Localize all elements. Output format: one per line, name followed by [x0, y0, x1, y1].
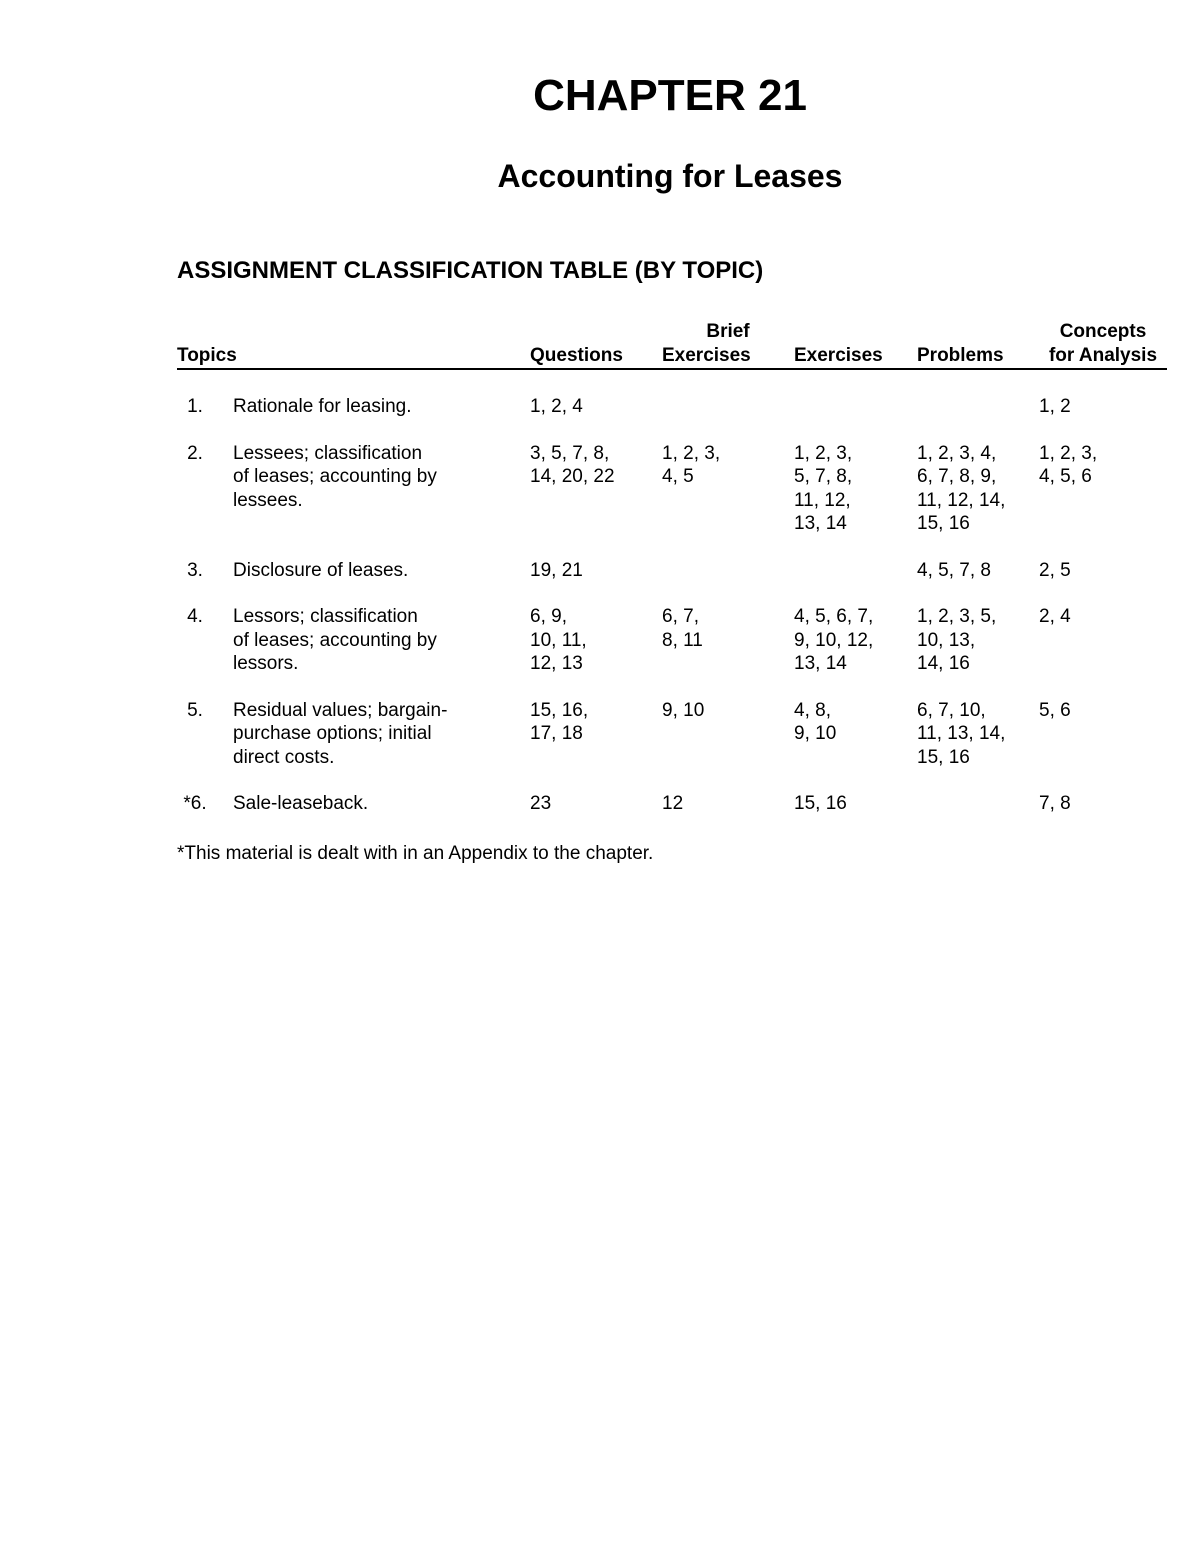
- brief-exercises-cell: 9, 10: [662, 699, 705, 721]
- header-concepts-line2: for Analysis: [1048, 344, 1158, 366]
- brief-exercises-cell: [662, 536, 794, 583]
- chapter-title: CHAPTER 21: [533, 71, 807, 120]
- problems-cell: 1, 2, 3, 4, 6, 7, 8, 9, 11, 12, 14, 15, 16: [917, 442, 1006, 534]
- topic-number: 1.: [187, 396, 203, 417]
- topic-text: Residual values; bargain- purchase options; initial direct costs.: [233, 699, 448, 768]
- problems-cell: 6, 7, 10, 11, 13, 14, 15, 16: [917, 699, 1006, 768]
- table-row: [177, 676, 1167, 770]
- topic-text: Disclosure of leases.: [233, 559, 409, 581]
- problems-cell: [917, 769, 1039, 816]
- table-row: [177, 582, 1167, 676]
- concepts-cell: 1, 2: [1039, 396, 1071, 417]
- brief-exercises-cell: 12: [662, 793, 684, 814]
- questions-cell: 1, 2, 4: [530, 396, 583, 417]
- header-concepts-line1: Concepts: [1059, 321, 1147, 342]
- header-questions: Questions: [530, 320, 662, 369]
- table-row: [177, 369, 1167, 419]
- questions-cell: 6, 9, 10, 11, 12, 13: [530, 606, 587, 674]
- header-exercises: Exercises: [794, 320, 917, 369]
- concepts-cell: 5, 6: [1039, 699, 1071, 721]
- topic-text: Sale-leaseback.: [233, 793, 369, 814]
- concepts-cell: 1, 2, 3, 4, 5, 6: [1039, 442, 1098, 487]
- exercises-cell: [794, 369, 917, 419]
- concepts-cell: 7, 8: [1039, 793, 1071, 814]
- brief-exercises-cell: 6, 7, 8, 11: [662, 606, 703, 651]
- topic-text: Lessors; classification of leases; accounting by lessors.: [233, 606, 437, 674]
- topic-text: Lessees; classification of leases; accounting by lessees.: [233, 442, 437, 511]
- questions-cell: 19, 21: [530, 559, 583, 581]
- section-title: ASSIGNMENT CLASSIFICATION TABLE (BY TOPIC): [177, 257, 764, 284]
- header-brief-exercises-line1: Brief: [706, 321, 750, 342]
- problems-cell: 4, 5, 7, 8: [917, 559, 991, 581]
- topic-number: *6.: [183, 793, 207, 814]
- exercises-cell: [794, 536, 917, 583]
- brief-exercises-cell: 1, 2, 3, 4, 5: [662, 442, 721, 487]
- table-row: [177, 536, 1167, 583]
- concepts-cell: 2, 4: [1039, 606, 1071, 627]
- chapter-subtitle: Accounting for Leases: [497, 158, 843, 194]
- table-row: [177, 419, 1167, 536]
- topic-cell: [177, 536, 530, 583]
- exercises-cell: 4, 8, 9, 10: [794, 699, 837, 744]
- header-brief-exercises: [662, 320, 794, 369]
- appendix-footnote: *This material is dealt with in an Appendix to the chapter.: [177, 843, 654, 864]
- exercises-cell: 1, 2, 3, 5, 7, 8, 11, 12, 13, 14: [794, 442, 853, 534]
- topic-cell: [177, 369, 530, 419]
- topic-number: 2.: [187, 442, 203, 464]
- problems-cell: 1, 2, 3, 5, 10, 13, 14, 16: [917, 606, 997, 674]
- header-problems: Problems: [917, 320, 1039, 369]
- topic-text: Rationale for leasing.: [233, 396, 412, 417]
- header-brief-exercises-line2: Exercises: [662, 344, 751, 366]
- exercises-cell: 15, 16: [794, 793, 847, 814]
- topic-number: 4.: [187, 606, 203, 627]
- header-topics: Topics: [177, 320, 530, 369]
- header-concepts-for-analysis: [1039, 320, 1167, 369]
- topic-cell: [177, 419, 530, 536]
- questions-cell: 23: [530, 793, 552, 814]
- assignment-classification-table: [177, 320, 1167, 816]
- questions-cell: 15, 16, 17, 18: [530, 699, 589, 744]
- concepts-cell: 2, 5: [1039, 559, 1071, 581]
- problems-cell: [917, 369, 1039, 419]
- questions-cell: 3, 5, 7, 8, 14, 20, 22: [530, 442, 615, 487]
- brief-exercises-cell: [662, 369, 794, 419]
- topic-cell: [177, 676, 530, 770]
- table-header-row: [177, 320, 1167, 369]
- topic-cell: [177, 582, 530, 676]
- exercises-cell: 4, 5, 6, 7, 9, 10, 12, 13, 14: [794, 606, 874, 674]
- table-row: [177, 769, 1167, 816]
- topic-number: 5.: [187, 699, 203, 721]
- topic-number: 3.: [187, 559, 203, 581]
- topic-cell: [177, 769, 530, 816]
